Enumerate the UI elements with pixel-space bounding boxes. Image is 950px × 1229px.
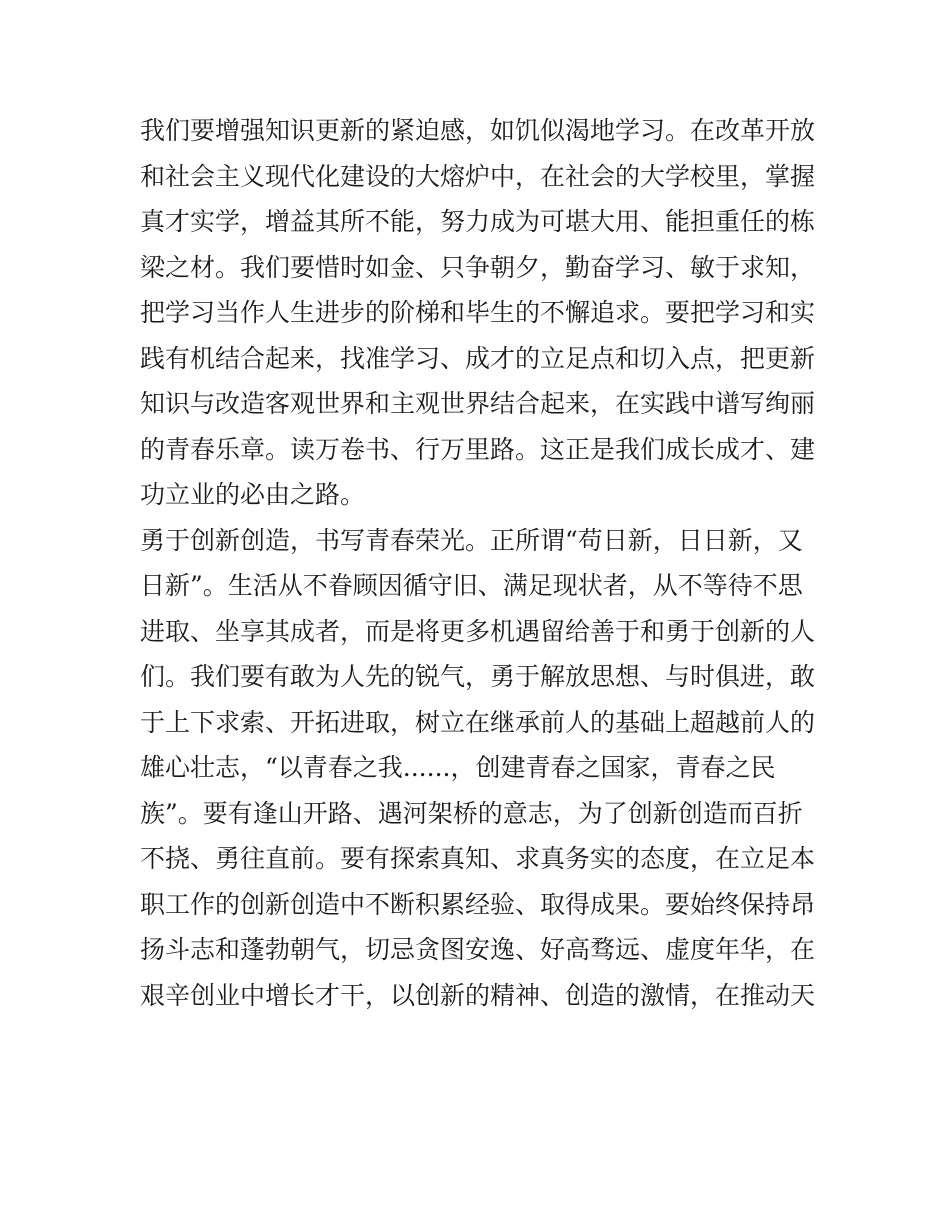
text-line-9: 功立业的必由之路。 xyxy=(140,480,366,509)
text-line-11: 日新”。生活从不眷顾因循守旧、满足现状者，从不等待不思 xyxy=(140,571,803,600)
body-text xyxy=(140,108,820,1018)
text-line-10: 勇于创新创造，书写青春荣光。正所谓“苟日新，日日新，又 xyxy=(140,525,803,555)
text-line-6: 践有机结合起来，找准学习、成才的立足点和切入点，把更新 xyxy=(140,343,816,373)
text-line-3: 真才实学，增益其所不能，努力成为可堪大用、能担重任的栋 xyxy=(140,207,816,236)
text-line-12: 进取、坐享其成者，而是将更多机遇留给善于和勇于创新的人 xyxy=(140,616,816,646)
text-line-20: 艰辛创业中增长才干，以创新的精神、创造的激情，在推动天 xyxy=(140,980,816,1010)
text-line-15: 雄心壮志，“以青春之我......，创建青春之国家，青春之民 xyxy=(140,753,776,782)
text-line-16: 族”。要有逢山开路、遇河架桥的意志，为了创新创造而百折 xyxy=(140,798,803,828)
text-line-2: 和社会主义现代化建设的大熔炉中，在社会的大学校里，掌握 xyxy=(140,161,816,191)
text-line-17: 不挠、勇往直前。要有探索真知、求真务实的态度，在立足本 xyxy=(140,844,816,873)
text-line-14: 于上下求索、开拓进取，树立在继承前人的基础上超越前人的 xyxy=(140,707,816,737)
text-line-7: 知识与改造客观世界和主观世界结合起来，在实践中谱写绚丽 xyxy=(140,389,816,418)
text-line-8: 的青春乐章。读万卷书、行万里路。这正是我们成长成才、建 xyxy=(140,434,816,464)
text-line-18: 职工作的创新创造中不断积累经验、取得成果。要始终保持昂 xyxy=(140,889,816,919)
text-line-4: 梁之材。我们要惜时如金、只争朝夕，勤奋学习、敏于求知， xyxy=(140,252,816,282)
text-line-1: 我们要增强知识更新的紧迫感，如饥似渴地学习。在改革开放 xyxy=(140,116,816,145)
text-line-19: 扬斗志和蓬勃朝气，切忌贪图安逸、好高骛远、虚度年华，在 xyxy=(140,935,816,964)
text-line-5: 把学习当作人生进步的阶梯和毕生的不懈追求。要把学习和实 xyxy=(140,298,816,327)
text-line-13: 们。我们要有敢为人先的锐气，勇于解放思想、与时俱进，敢 xyxy=(140,662,816,691)
